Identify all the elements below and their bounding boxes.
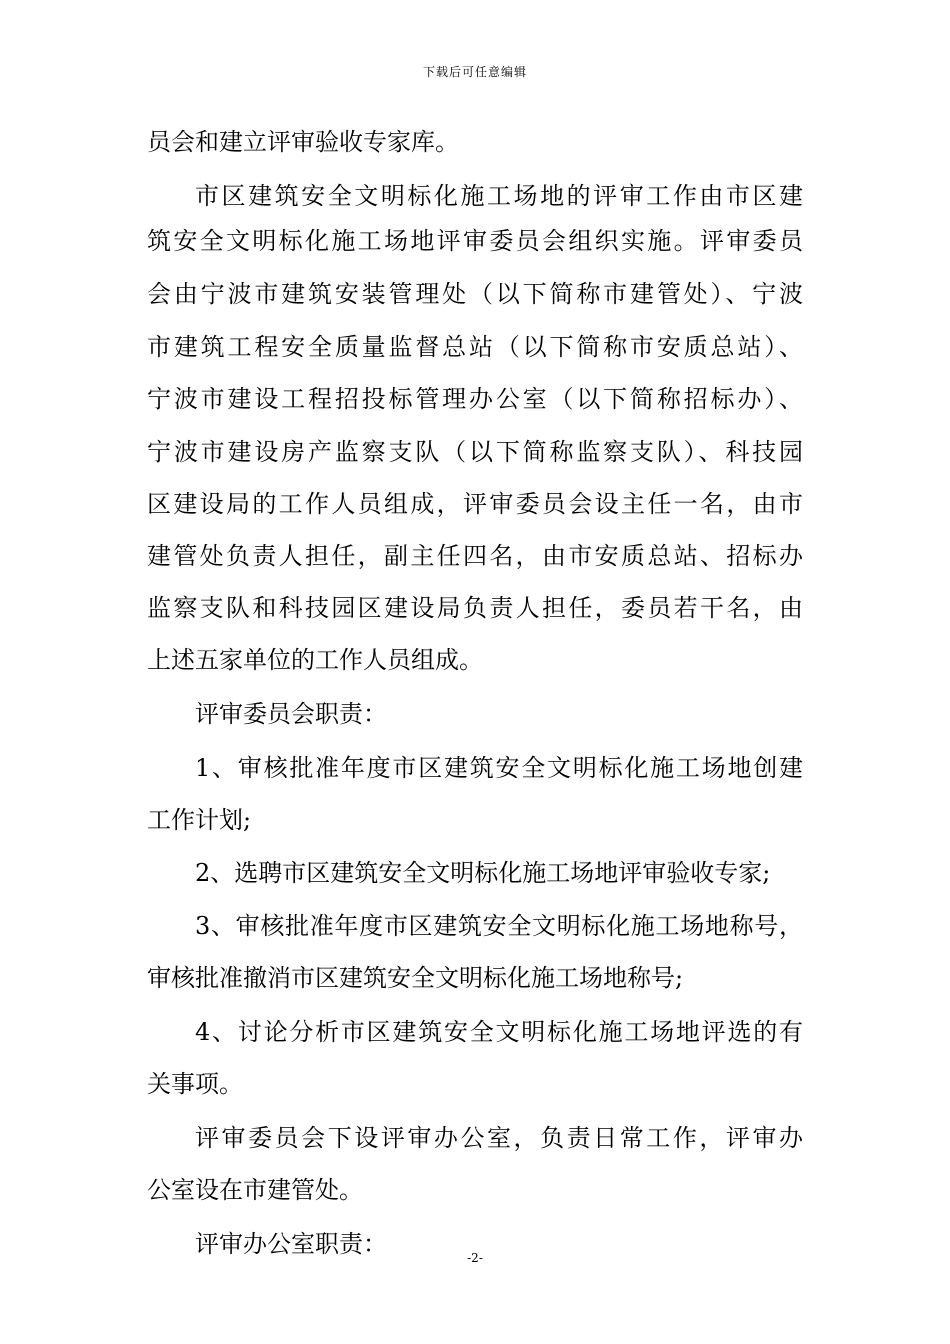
text-line: 3、审核批准年度市区建筑安全文明标化施工场地称号， [195,912,803,940]
text-line: 筑安全文明标化施工场地评审委员会组织实施。评审委员 [147,227,803,255]
text-line: 公室设在市建管处。 [147,1176,363,1204]
section-heading: 评审办公室职责： [195,1230,387,1258]
text-line: 评审委员会下设评审办公室，负责日常工作，评审办 [195,1124,803,1152]
text-line: 会由宁波市建筑安装管理处（以下简称市建管处）、宁波 [147,280,803,308]
text-line: 宁波市建设房产监察支队（以下简称监察支队）、科技园 [147,438,803,466]
text-line: 2、选聘市区建筑安全文明标化施工场地评审验收专家; [195,859,771,887]
text-line: 宁波市建设工程招投标管理办公室（以下简称招标办）、 [147,385,803,413]
text-line: 审核批准撤消市区建筑安全文明标化施工场地称号; [147,964,684,992]
text-line: 员会和建立评审验收专家库。 [147,128,459,156]
text-line: 市建筑工程安全质量监督总站（以下简称市安质总站）、 [147,333,803,361]
text-line: 区建设局的工作人员组成，评审委员会设主任一名，由市 [147,490,803,518]
text-line: 市区建筑安全文明标化施工场地的评审工作由市区建 [195,182,803,210]
text-line: 1、审核批准年度市区建筑安全文明标化施工场地创建 [195,754,803,782]
text-line: 关事项。 [147,1070,243,1098]
text-line: 工作计划; [147,806,252,834]
section-heading: 评审委员会职责： [195,700,387,728]
text-line: 4、讨论分析市区建筑安全文明标化施工场地评选的有 [195,1018,803,1046]
text-line: 上述五家单位的工作人员组成。 [147,646,483,674]
text-line: 监察支队和科技园区建设局负责人担任，委员若干名，由 [147,594,803,622]
page-number: -2- [467,1251,483,1265]
page-header: 下载后可任意编辑 [422,65,527,79]
text-line: 建管处负责人担任，副主任四名，由市安质总站、招标办 [147,542,803,570]
